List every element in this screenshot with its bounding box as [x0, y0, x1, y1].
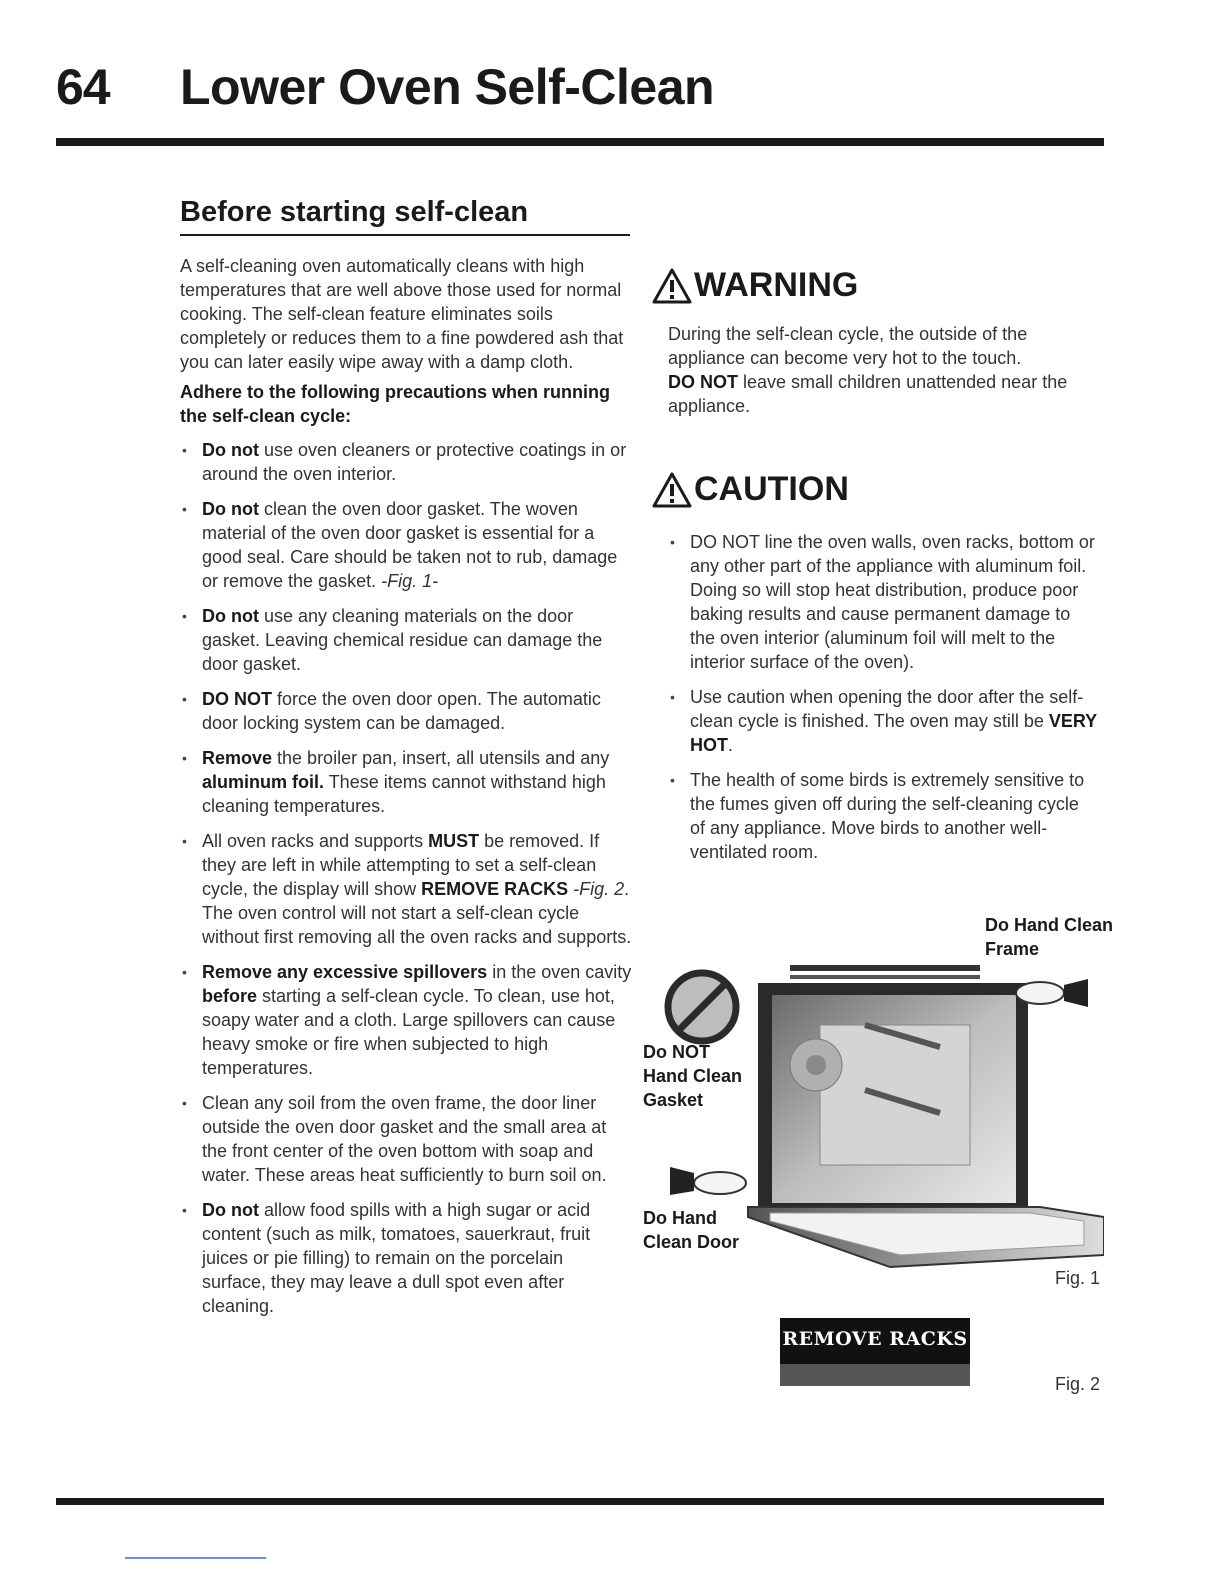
precautions-column: [180, 254, 632, 1329]
remove-racks-display: [780, 1318, 970, 1386]
list-item: • Do not allow food spills with a high sugar or acid content (such as milk, tomatoes, sauerkraut, fruit juices or pie filling) to remain on the porcelain surface, they may leave a dull spot even after cleaning.: [180, 1198, 632, 1318]
list-item: • Do not use any cleaning materials on the door gasket. Leaving chemical residue can damage the door gasket.: [180, 604, 632, 676]
fig1-caption: Fig. 1: [1055, 1268, 1101, 1288]
caution-list: [668, 530, 1098, 864]
list-item: • Remove any excessive spillovers in the oven cavity before starting a self-clean cycle. To clean, use hot, soapy water and a cloth. Large spillovers can cause heavy smoke or fire when subjected to high temperatures.: [180, 960, 632, 1080]
label-clean-door: Do Hand Clean Door: [643, 1208, 740, 1252]
warning-text: During the self-clean cycle, the outside of the appliance can become very hot to the touch. DO NOT leave small children unattended near the appliance.: [668, 324, 1068, 416]
list-item: • DO NOT line the oven walls, oven racks, bottom or any other part of the appliance with aluminum foil. Doing so will stop heat distribution, produce poor baking results and cause permanent damage to the oven interior (aluminum foil will melt to the interior surface of the oven).: [668, 530, 1098, 674]
warning-heading: [652, 266, 858, 305]
caution-title: CAUTION: [694, 470, 849, 508]
display-text: REMOVE RACKS: [782, 1328, 968, 1350]
list-item: • Clean any soil from the oven frame, the door liner outside the oven door gasket and the small area at the front center of the oven bottom with soap and water. These areas heat sufficiently to burn soil on.: [180, 1091, 632, 1187]
list-item: • Do not clean the oven door gasket. The woven material of the oven door gasket is essential for a good seal. Care should be taken not to rub, damage or remove the gasket. -Fig. 1-: [180, 497, 632, 593]
precautions-list: [180, 438, 632, 1318]
page-number: 64: [56, 59, 110, 115]
list-item: • The health of some birds is extremely sensitive to the fumes given off during the self-cleaning cycle of any appliance. Move birds to another well-ventilated room.: [668, 768, 1098, 864]
list-item: • Remove the broiler pan, insert, all utensils and any aluminum foil. These items cannot withstand high cleaning temperatures.: [180, 746, 632, 818]
display-band: [780, 1364, 970, 1386]
list-item: • All oven racks and supports MUST be removed. If they are left in while attempting to set a self-clean cycle, the display will show REMOVE RACKS -Fig. 2. The oven control will not start a self-clean cycle without first removing all the oven racks and supports.: [180, 829, 632, 949]
warning-title: WARNING: [694, 266, 859, 304]
caution-heading: [652, 470, 849, 509]
list-item: • Use caution when opening the door after the self-clean cycle is finished. The oven may still be VERY HOT.: [668, 685, 1098, 757]
page-title: Lower Oven Self-Clean: [180, 59, 715, 115]
list-item: • Do not use oven cleaners or protective coatings in or around the oven interior.: [180, 438, 632, 486]
footer-rule: [56, 1498, 1104, 1505]
intro-paragraph: A self-cleaning oven automatically cleans with high temperatures that are well above those used for normal cooking. The self-clean feature eliminates soils completely or reduces them to a fine powdered ash that you can later easily wipe away with a damp cloth.: [180, 256, 624, 372]
list-item: • DO NOT force the oven door open. The automatic door locking system can be damaged.: [180, 687, 632, 735]
warning-triangle-icon: [652, 268, 692, 304]
precautions-lead: Adhere to the following precautions when running the self-clean cycle:: [180, 382, 610, 426]
caution-triangle-icon: [652, 472, 692, 508]
footer-line: [125, 1557, 266, 1559]
section-heading: Before starting self-clean: [180, 196, 529, 228]
fig2-caption: Fig. 2: [1055, 1374, 1101, 1394]
header-rule: [56, 138, 1104, 146]
section-heading-underline: [180, 234, 630, 236]
label-no-clean-gasket: Do NOT Hand Clean Gasket: [643, 1042, 743, 1110]
label-clean-frame: Do Hand Clean Frame: [985, 915, 1114, 959]
caution-column: [668, 530, 1098, 875]
